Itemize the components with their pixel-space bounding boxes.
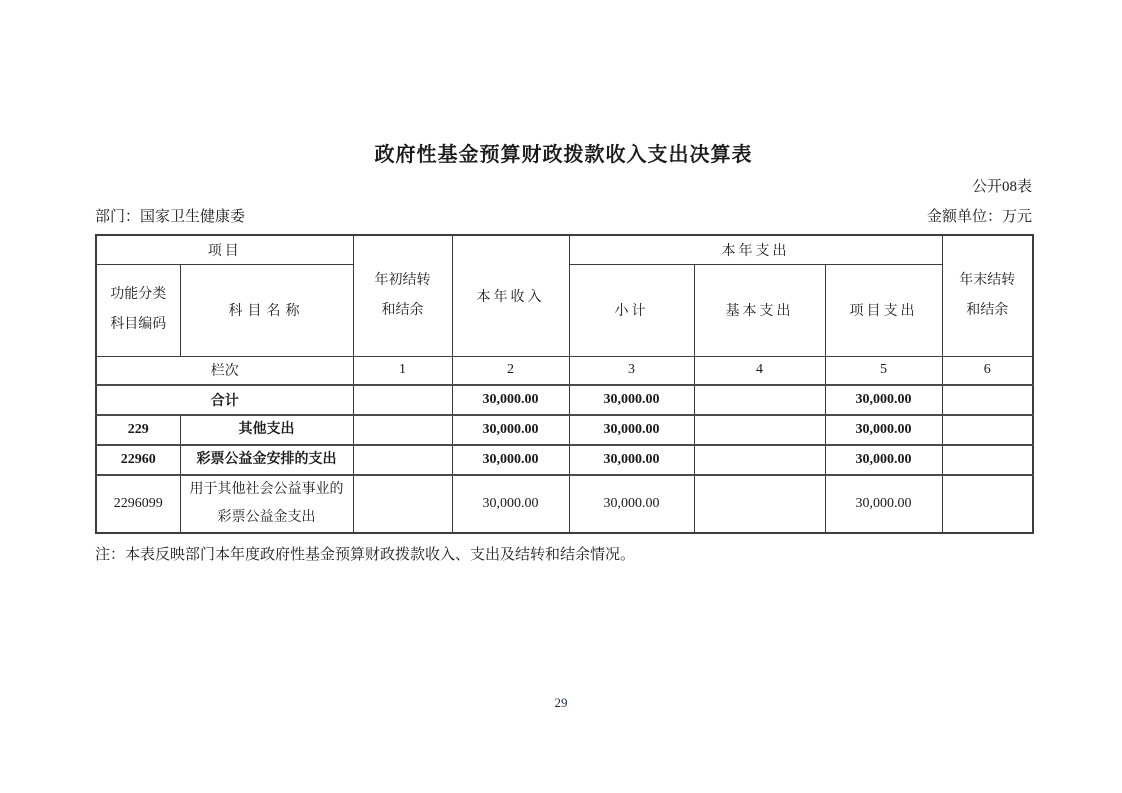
table-note: 注：本表反映部门本年度政府性基金预算财政拨款收入、支出及结转和结余情况。 bbox=[95, 547, 636, 563]
cell-income: 30,000.00 bbox=[452, 445, 569, 475]
table-row bbox=[96, 475, 1033, 533]
header-end-balance-line1: 年末结转 bbox=[959, 272, 1016, 288]
department-label: 部门：国家卫生健康委 bbox=[95, 209, 246, 225]
cell-name: 用于其他社会公益事业的彩票公益金支出 bbox=[180, 475, 353, 533]
cell-name: 彩票公益金安排的支出 bbox=[180, 445, 353, 475]
page-title: 政府性基金预算财政拨款收入支出决算表 bbox=[374, 144, 753, 166]
cell-begin-balance bbox=[353, 385, 452, 415]
cell-total-label: 合计 bbox=[96, 385, 353, 415]
cell-end-balance bbox=[942, 445, 1033, 475]
header-current-expenditure: 本年支出 bbox=[569, 235, 942, 264]
header-func-code-line1: 功能分类 bbox=[110, 287, 167, 302]
column-index-2: 2 bbox=[452, 356, 569, 385]
column-index-1: 1 bbox=[353, 356, 452, 385]
column-index-3: 3 bbox=[569, 356, 694, 385]
cell-basic-expenditure bbox=[694, 475, 825, 533]
page-content bbox=[95, 142, 1032, 565]
table-row-total bbox=[96, 385, 1033, 415]
column-index-5: 5 bbox=[825, 356, 942, 385]
cell-code: 22960 bbox=[96, 445, 180, 475]
cell-begin-balance bbox=[353, 445, 452, 475]
header-end-balance bbox=[942, 235, 1033, 356]
header-func-code bbox=[96, 264, 180, 356]
header-project: 项目 bbox=[96, 235, 353, 264]
header-project-expenditure: 项目支出 bbox=[825, 264, 942, 356]
header-subtotal: 小计 bbox=[569, 264, 694, 356]
cell-income: 30,000.00 bbox=[452, 385, 569, 415]
column-index-row bbox=[96, 356, 1033, 385]
cell-income: 30,000.00 bbox=[452, 415, 569, 445]
unit-label: 金额单位：万元 bbox=[926, 209, 1032, 225]
cell-begin-balance bbox=[353, 415, 452, 445]
cell-code: 229 bbox=[96, 415, 180, 445]
cell-end-balance bbox=[942, 475, 1033, 533]
header-subject-name: 科目名称 bbox=[180, 264, 353, 356]
header-begin-balance-line1: 年初结转 bbox=[374, 272, 431, 288]
cell-basic-expenditure bbox=[694, 445, 825, 475]
header-row-1 bbox=[96, 235, 1033, 264]
cell-expenditure-subtotal: 30,000.00 bbox=[569, 415, 694, 445]
cell-income: 30,000.00 bbox=[452, 475, 569, 533]
table-row bbox=[96, 445, 1033, 475]
cell-basic-expenditure bbox=[694, 415, 825, 445]
column-index-6: 6 bbox=[942, 356, 1033, 385]
column-index-label: 栏次 bbox=[96, 356, 353, 385]
header-current-income: 本年收入 bbox=[452, 235, 569, 356]
header-end-balance-line2: 和结余 bbox=[966, 302, 1009, 318]
cell-code: 2296099 bbox=[96, 475, 180, 533]
table-code: 公开08表 bbox=[971, 179, 1032, 195]
page-number: 29 bbox=[554, 695, 568, 710]
column-index-4: 4 bbox=[694, 356, 825, 385]
cell-project-expenditure: 30,000.00 bbox=[825, 475, 942, 533]
header-begin-balance bbox=[353, 235, 452, 356]
budget-table bbox=[95, 234, 1034, 534]
header-begin-balance-line2: 和结余 bbox=[381, 302, 424, 318]
cell-project-expenditure: 30,000.00 bbox=[825, 445, 942, 475]
cell-end-balance bbox=[942, 415, 1033, 445]
cell-basic-expenditure bbox=[694, 385, 825, 415]
cell-project-expenditure: 30,000.00 bbox=[825, 415, 942, 445]
cell-expenditure-subtotal: 30,000.00 bbox=[569, 385, 694, 415]
cell-begin-balance bbox=[353, 475, 452, 533]
cell-expenditure-subtotal: 30,000.00 bbox=[569, 445, 694, 475]
meta-line bbox=[95, 208, 1032, 227]
table-row bbox=[96, 415, 1033, 445]
cell-name: 其他支出 bbox=[180, 415, 353, 445]
header-func-code-line2: 科目编码 bbox=[110, 317, 167, 332]
cell-expenditure-subtotal: 30,000.00 bbox=[569, 475, 694, 533]
cell-end-balance bbox=[942, 385, 1033, 415]
cell-project-expenditure: 30,000.00 bbox=[825, 385, 942, 415]
header-basic-expenditure: 基本支出 bbox=[694, 264, 825, 356]
